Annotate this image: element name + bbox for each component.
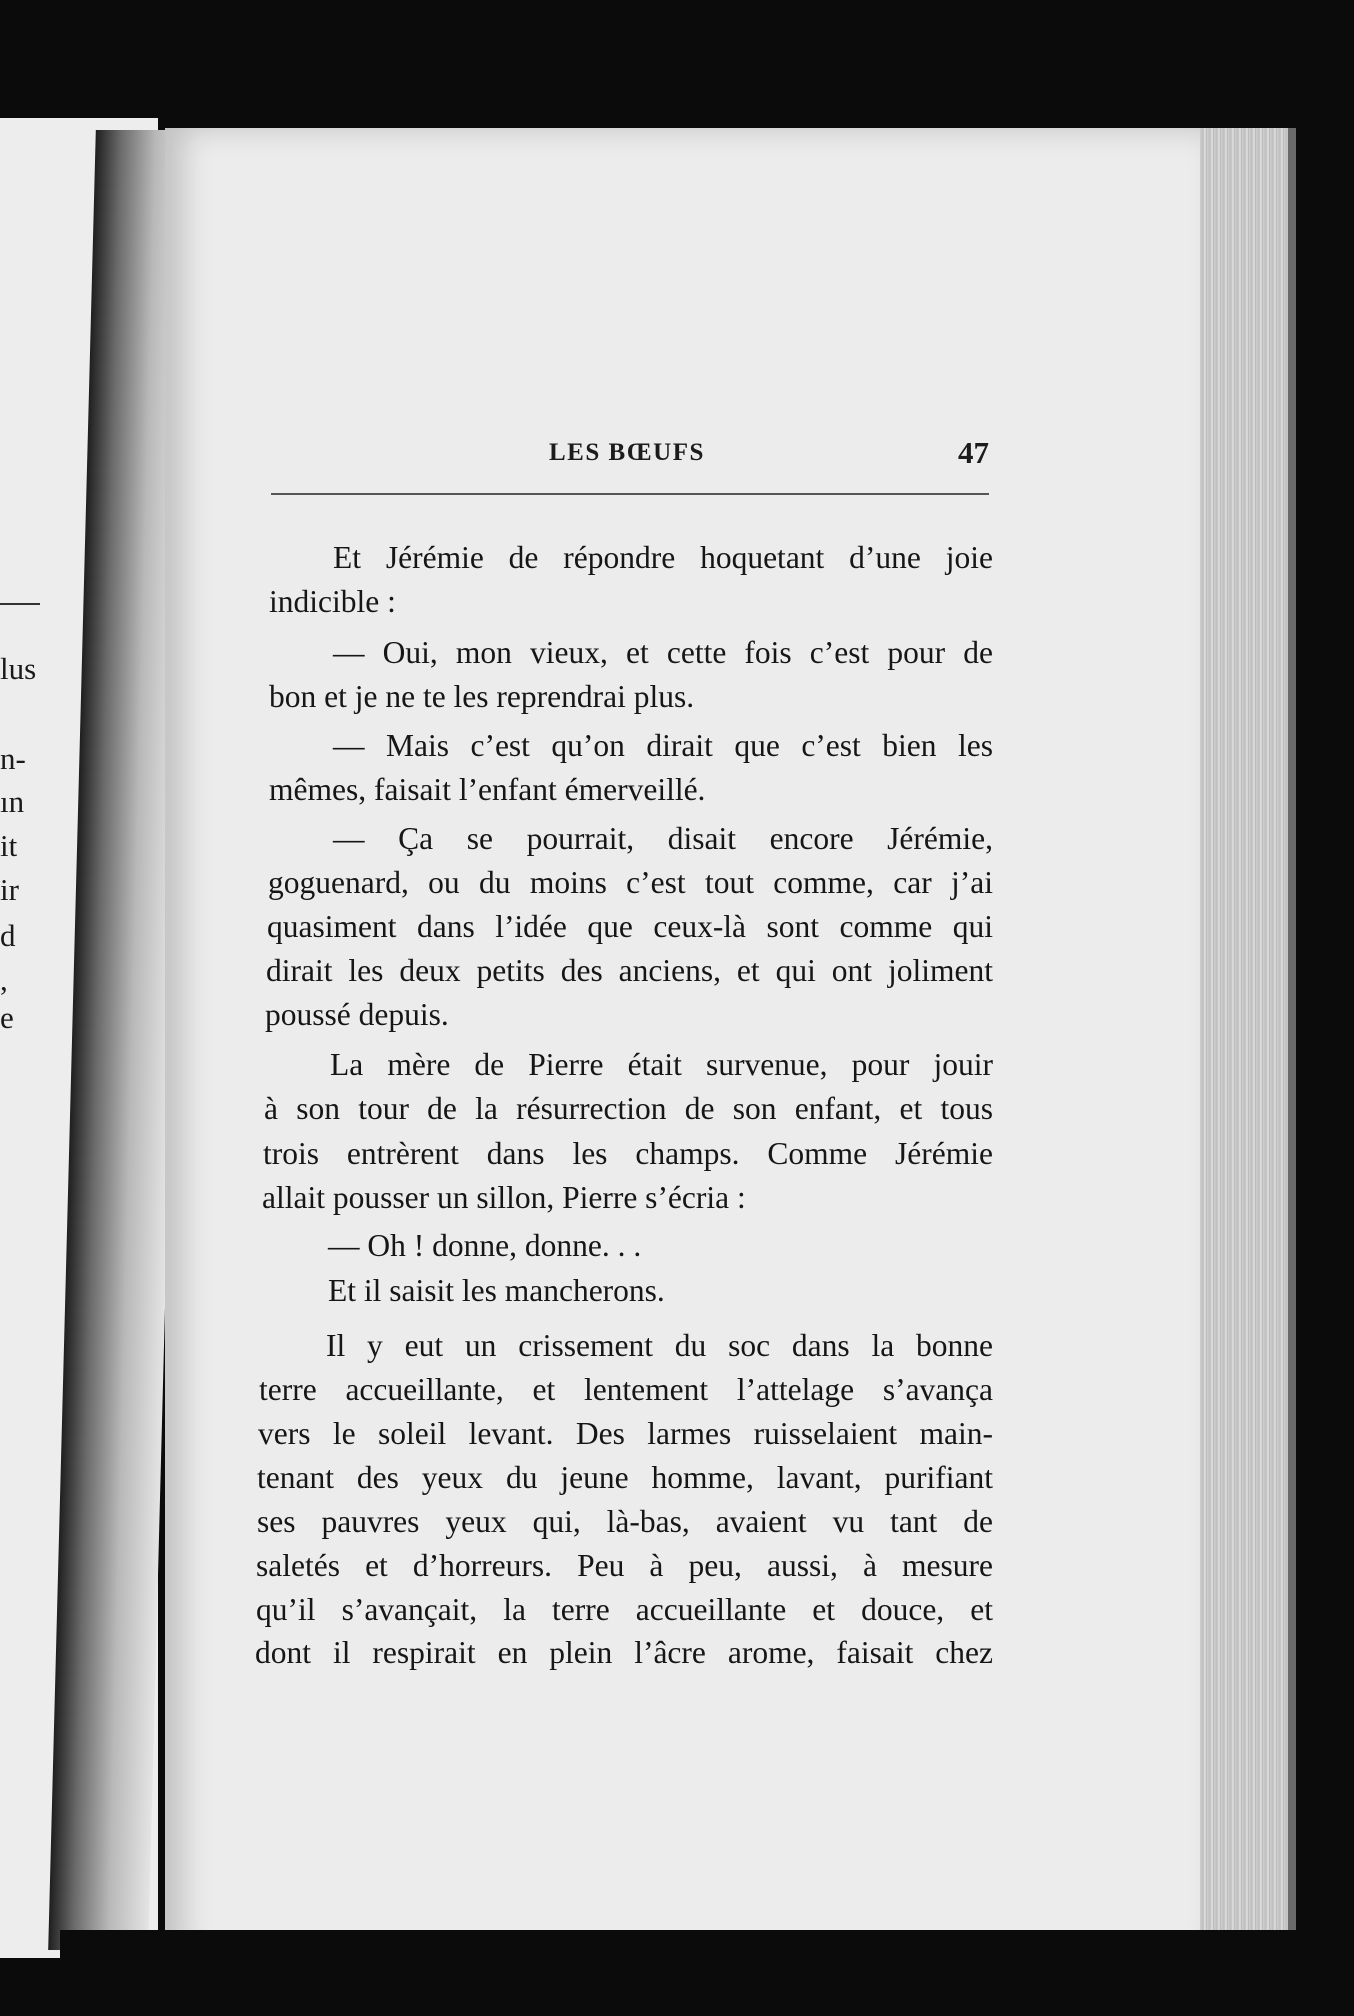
text-line: quasiment dans l’idée que ceux-là sont comme qui [267,909,993,944]
text-line: allait pousser un sillon, Pierre s’écria : [262,1180,746,1215]
bottom-shadow [60,1930,1320,2016]
text-line: — Mais c’est qu’on dirait que c’est bien les [333,728,993,763]
text-line: vers le soleil levant. Des larmes ruisselaient main- [258,1416,993,1451]
text-line: poussé depuis. [265,997,449,1032]
previous-page-fragment: it [0,828,18,863]
previous-page-fragment: n- [0,741,26,776]
text-line: goguenard, ou du moins c’est tout comme, car j’ai [268,865,993,900]
previous-page-fragment: ir [0,872,19,907]
text-line: dirait les deux petits des anciens, et qui ont joliment [266,953,993,988]
text-line: ses pauvres yeux qui, là-bas, avaient vu tant de [257,1504,993,1539]
text-line: trois entrèrent dans les champs. Comme Jérémie [263,1136,993,1171]
previous-page-fragment: ın [0,784,25,819]
text-line: — Oui, mon vieux, et cette fois c’est pour de [333,635,993,670]
text-line: qu’il s’avançait, la terre accueillante et douce, et [256,1592,993,1627]
page-number: 47 [958,435,989,470]
text-line: Et il saisit les mancherons. [328,1273,665,1308]
text-line: saletés et d’horreurs. Peu à peu, aussi, à mesure [256,1548,993,1583]
previous-page-fragment: e [0,1000,14,1035]
text-line: Et Jérémie de répondre hoquetant d’une joie [333,540,993,575]
book-page [165,128,1200,1958]
text-line: — Ça se pourrait, disait encore Jérémie, [333,821,993,856]
page-edges-shadow [1288,128,1296,1958]
text-line: Il y eut un crissement du soc dans la bonne [326,1328,993,1363]
text-line: terre accueillante, et lentement l’attelage s’avança [259,1372,993,1407]
header-rule [271,493,989,495]
text-line: — Oh ! donne, donne. . . [328,1228,642,1263]
text-line: La mère de Pierre était survenue, pour jouir [330,1047,993,1082]
page-edges [1200,128,1290,1958]
text-line: tenant des yeux du jeune homme, lavant, purifiant [257,1460,993,1495]
text-line: indicible : [269,584,396,619]
text-line: bon et je ne te les reprendrai plus. [269,679,695,714]
previous-page-fragment: , [0,962,8,997]
previous-page-fragment: lus [0,651,37,686]
text-line: à son tour de la résurrection de son enfant, et tous [264,1091,993,1126]
running-head: LES BŒUFS [549,439,705,466]
text-line: mêmes, faisait l’enfant émerveillé. [269,772,706,807]
text-line: dont il respirait en plein l’âcre arome, faisait chez [255,1635,993,1670]
previous-page-rule [0,603,40,605]
previous-page-fragment: d [0,918,16,953]
